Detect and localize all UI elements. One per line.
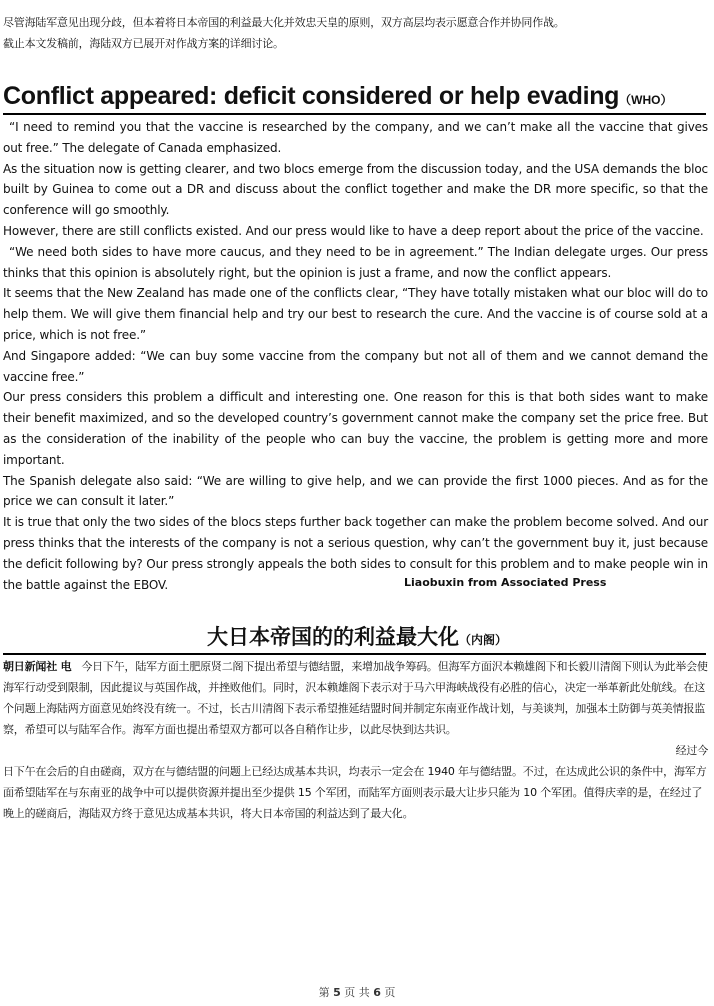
- article2-heading-rule: [3, 653, 706, 655]
- article1-tag: （WHO）: [619, 93, 673, 107]
- article1-paragraph: It is true that only the two sides of the blocs steps further back together can make the problem become solved. And our press thinks that the interests of the company is not a serious question, why can’t the government buy it, just because the deficit following by? Our press strongly appeals the both sides to consult for this problem and to make people win in the battle against the EBOV.: [3, 515, 708, 592]
- article1-paragraph: Our press considers this problem a difficult and interesting one. One reason for this is that both sides want to make their benefit maximized, and so the developed country’s government cannot make the company set the price free. But as the consideration of the inability of the people who can buy the vaccine, the problem is getting more and more important.: [3, 390, 708, 467]
- article1-paragraph: “We need both sides to have more caucus, and they need to be in agreement.” The Indian delegate urges. Our press thinks that this opinion is absolutely right, but the opinion is just a frame, and now the conflict appears.: [3, 244, 708, 280]
- article1-paragraph: As the situation now is getting clearer, and two blocs emerge from the discussion today, and the USA demands the bloc built by Guinea to come out a DR and discuss about the conflict together and make the DR more specific, so that the conference will go smoothly.: [3, 161, 708, 218]
- article2-trail: 经过今: [675, 744, 708, 757]
- article2-source: 朝日新闻社 电: [3, 660, 72, 673]
- article1-paragraph: “I need to remind you that the vaccine is researched by the company, and we can’t make all the vaccine that gives out free.” The delegate of Canada emphasized.: [3, 120, 708, 155]
- article1-paragraph: However, there are still conflicts existed. And our press would like to have a deep report about the price of the vaccine.: [3, 223, 704, 238]
- intro-line-1: 尽管海陆军意见出现分歧，但本着将日本帝国的利益最大化并效忠天皇的原则，双方高层均表示愿意合作并协同作战。: [3, 16, 565, 29]
- article1-byline: Liaobuxin from Associated Press: [404, 576, 607, 589]
- article1-title: Conflict appeared: deficit considered or help evading: [3, 82, 620, 110]
- article2-tag: （内阁）: [458, 633, 507, 647]
- article2-paragraph-2: 日下午在会后的自由磋商，双方在与德结盟的问题上已经达成基本共识，均表示一定会在 1940 年与德结盟。不过，在达成此公识的条件中，海军方面希望陆军在与东南亚的战争中可以提供资源并提出至少提供 15 个军团，而陆军方面则表示最大让步只能为 10 个军团。值得庆幸的是，在经过了晚上的磋商后，海陆双方终于意见达成基本共识，将大日本帝国的利益达到了最大化。: [3, 765, 707, 820]
- article1-heading: [3, 80, 709, 116]
- footer-total-pages: 6: [373, 986, 381, 999]
- intro-section: [0, 12, 714, 54]
- article2-heading: [0, 622, 714, 655]
- page-footer: [0, 984, 714, 1000]
- article1-heading-rule: [3, 113, 706, 115]
- footer-post: 页: [384, 986, 396, 999]
- article1-paragraph: The Spanish delegate also said: “We are willing to give help, and we can provide the first 1000 pieces. And as for the price we can consult it later.”: [3, 473, 708, 509]
- article1-paragraph: It seems that the New Zealand has made one of the conflicts clear, “They have totally mistaken what our bloc will do to help them. We will give them financial help and try our best to research the cure. And the vaccine is of course sold at a price, which is not free.”: [3, 286, 708, 342]
- article2-paragraph-1: [0, 656, 714, 740]
- article1-body: [0, 117, 714, 595]
- intro-line-2: 截止本文发稿前，海陆双方已展开对作战方案的详细讨论。: [3, 37, 284, 50]
- article2-paragraph-1-text: 今日下午，陆军方面土肥原贤二阁下提出希望与德结盟，来增加战争筹码。但海军方面沢本赖雄阁下和长毅川清阁下则认为此举会使海军行动受到限制，因此提议与英国作战，并挫败他们。同时，沢本赖雄阁下表示对于马六甲海峡战役有必胜的信心，决定一举革新此处航线。在这个问题上海陆两方面意见始终没有统一。不过，长古川清阁下表示希望推延结盟时间并制定东南亚作战计划，与美谈判，加强本土防御与英美情报监察，希望可以与陆军合作。海军方面也提出希望双方都可以各自稍作让步，以此尽快到达共识。: [3, 660, 708, 736]
- article2-title: 大日本帝国的的利益最大化: [206, 625, 459, 649]
- article1-paragraph: And Singapore added: “We can buy some vaccine from the company but not all of them and we cannot demand the vaccine free.”: [3, 348, 708, 384]
- footer-mid: 页 共: [344, 986, 370, 999]
- footer-page-number: 5: [333, 986, 341, 999]
- footer-pre: 第: [318, 986, 330, 999]
- article2-body: [0, 656, 714, 824]
